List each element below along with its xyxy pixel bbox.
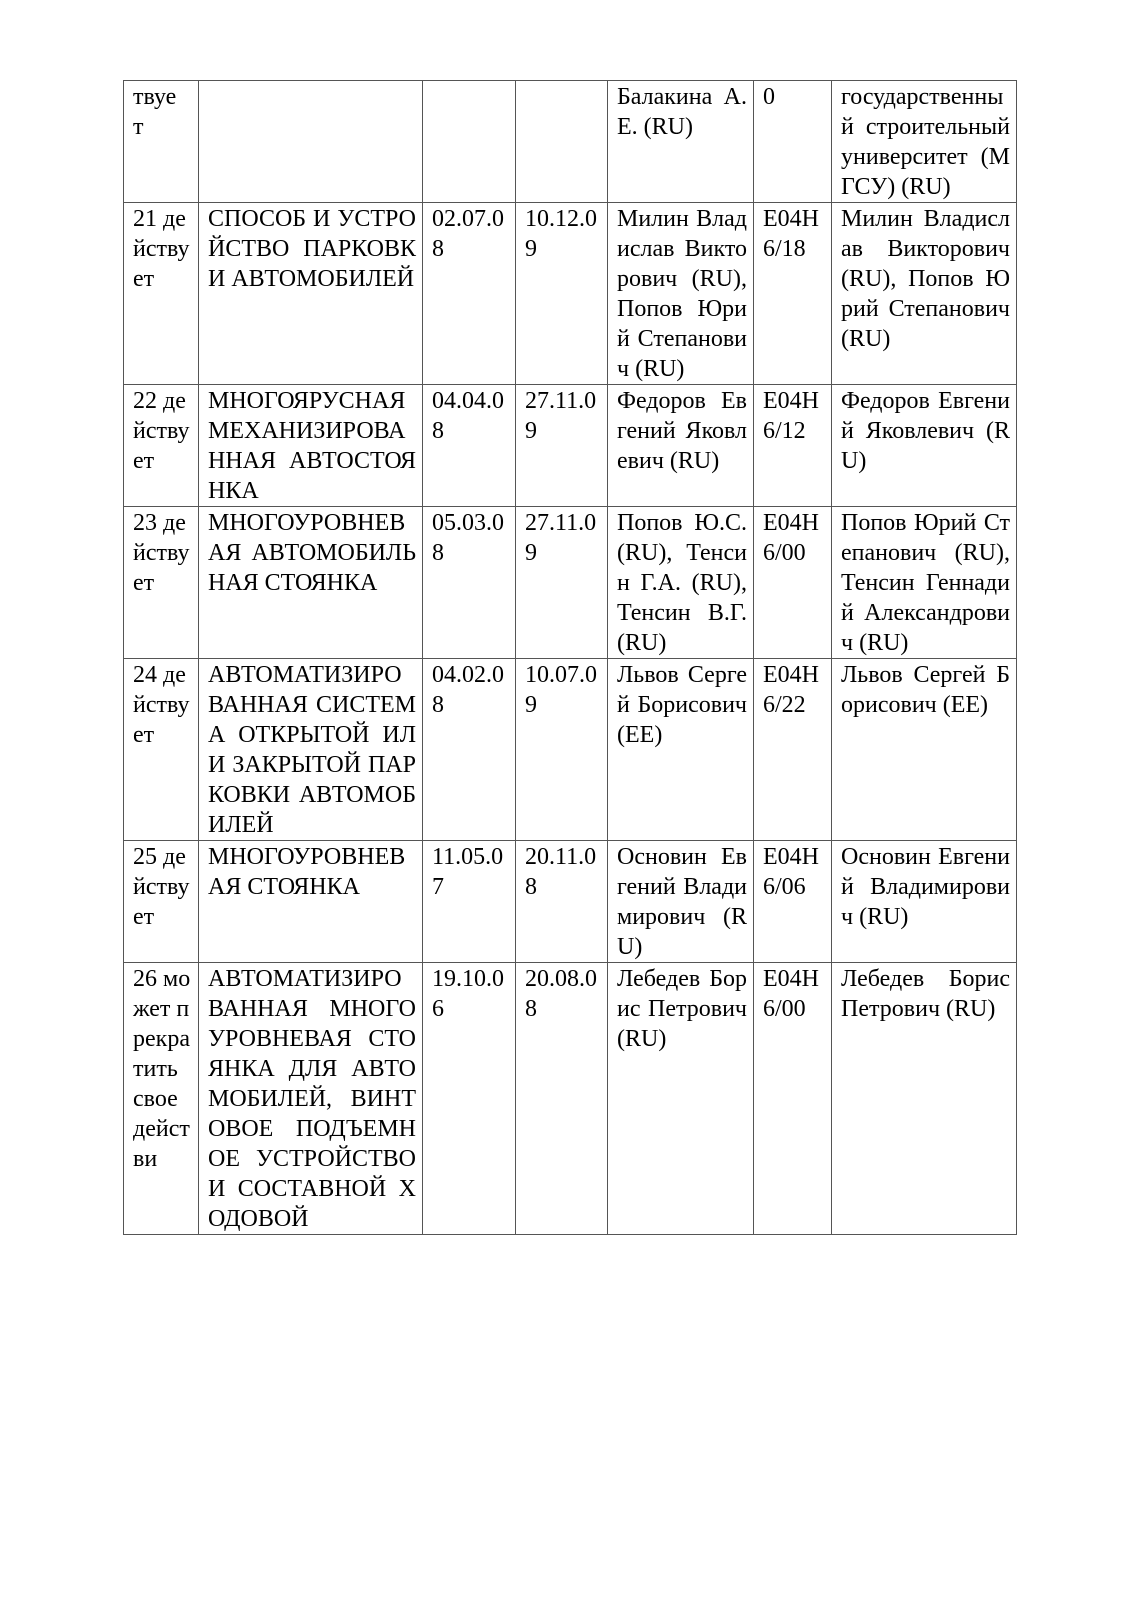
authors-cell: Попов Ю.С. (RU), Тенсин Г.А. (RU), Тенсин В.Г. (RU) (608, 507, 754, 659)
invention-title-cell: АВТОМАТИЗИРОВАННАЯ СИСТЕМА ОТКРЫТОЙ ИЛИ ЗАКРЫТОЙ ПАРКОВКИ АВТОМОБИЛЕЙ (199, 659, 423, 841)
ipc-class-cell: 0 (754, 81, 832, 203)
table-row (124, 963, 1017, 1235)
authors-cell: Милин Владислав Викторович (RU), Попов Юрий Степанович (RU) (608, 203, 754, 385)
row-number-status-cell: 21 действует (124, 203, 199, 385)
authors-cell: Балакина А.Е. (RU) (608, 81, 754, 203)
authors-cell: Львов Сергей Борисович (EE) (608, 659, 754, 841)
invention-title-cell: МНОГОУРОВНЕВАЯ АВТОМОБИЛЬНАЯ СТОЯНКА (199, 507, 423, 659)
row-number-status-cell: 23 действует (124, 507, 199, 659)
row-number-status-cell: 26 может прекратить свое действи (124, 963, 199, 1235)
invention-title-cell (199, 81, 423, 203)
application-date-cell: 05.03.08 (423, 507, 516, 659)
patent-holder-cell: Львов Сергей Борисович (EE) (832, 659, 1017, 841)
publication-date-cell: 10.12.09 (516, 203, 608, 385)
invention-title-cell: СПОСОБ И УСТРОЙСТВО ПАРКОВКИ АВТОМОБИЛЕЙ (199, 203, 423, 385)
ipc-class-cell: E04H6/22 (754, 659, 832, 841)
patents-table-body (124, 81, 1017, 1235)
ipc-class-cell: E04H6/00 (754, 507, 832, 659)
row-number-status-cell: твуе т (124, 81, 199, 203)
table-row (124, 81, 1017, 203)
patent-holder-cell: Основин Евгений Владимирович (RU) (832, 841, 1017, 963)
publication-date-cell: 27.11.09 (516, 507, 608, 659)
application-date-cell (423, 81, 516, 203)
publication-date-cell (516, 81, 608, 203)
ipc-class-cell: E04H6/06 (754, 841, 832, 963)
application-date-cell: 11.05.07 (423, 841, 516, 963)
authors-cell: Федоров Евгений Яковлевич (RU) (608, 385, 754, 507)
table-row (124, 203, 1017, 385)
table-row (124, 385, 1017, 507)
table-row (124, 507, 1017, 659)
publication-date-cell: 20.08.08 (516, 963, 608, 1235)
application-date-cell: 19.10.06 (423, 963, 516, 1235)
authors-cell: Основин Евгений Владимирович (RU) (608, 841, 754, 963)
patent-holder-cell: Попов Юрий Степанович (RU), Тенсин Геннадий Александрович (RU) (832, 507, 1017, 659)
table-row (124, 659, 1017, 841)
ipc-class-cell: E04H6/00 (754, 963, 832, 1235)
authors-cell: Лебедев Борис Петрович (RU) (608, 963, 754, 1235)
ipc-class-cell: E04H6/18 (754, 203, 832, 385)
patent-holder-cell: Лебедев Борис Петрович (RU) (832, 963, 1017, 1235)
invention-title-cell: МНОГОЯРУСНАЯ МЕХАНИЗИРОВАННАЯ АВТОСТОЯНКА (199, 385, 423, 507)
patent-holder-cell: Милин Владислав Викторович (RU), Попов Юрий Степанович (RU) (832, 203, 1017, 385)
table-row (124, 841, 1017, 963)
patent-holder-cell: государственный строительный университет (МГСУ) (RU) (832, 81, 1017, 203)
invention-title-cell: МНОГОУРОВНЕВАЯ СТОЯНКА (199, 841, 423, 963)
patent-holder-cell: Федоров Евгений Яковлевич (RU) (832, 385, 1017, 507)
publication-date-cell: 10.07.09 (516, 659, 608, 841)
row-number-status-cell: 22 действует (124, 385, 199, 507)
patents-table (123, 80, 1017, 1235)
application-date-cell: 04.04.08 (423, 385, 516, 507)
application-date-cell: 04.02.08 (423, 659, 516, 841)
row-number-status-cell: 24 действует (124, 659, 199, 841)
ipc-class-cell: E04H6/12 (754, 385, 832, 507)
row-number-status-cell: 25 действует (124, 841, 199, 963)
invention-title-cell: АВТОМАТИЗИРОВАННАЯ МНОГОУРОВНЕВАЯ СТОЯНКА ДЛЯ АВТОМОБИЛЕЙ, ВИНТОВОЕ ПОДЪЕМНОЕ УСТРОЙСТВО И СОСТАВНОЙ ХОДОВОЙ (199, 963, 423, 1235)
publication-date-cell: 20.11.08 (516, 841, 608, 963)
application-date-cell: 02.07.08 (423, 203, 516, 385)
publication-date-cell: 27.11.09 (516, 385, 608, 507)
